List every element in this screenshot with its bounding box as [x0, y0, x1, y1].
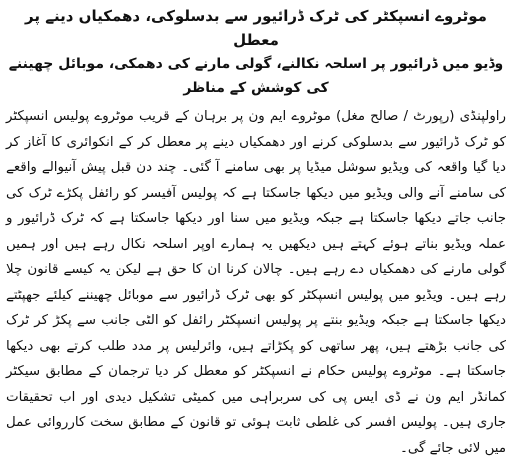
article-body: راولپنڈی (رپورٹ / صالح مغل) موٹروے ایم ون پر برہان کے قریب موٹروے پولیس انسپکٹر کو ٹرک ڈرائیور سے بدسلوکی کرنے اور دھمکیاں دینے پر معطل کر کے انکوائری کا آغاز کر دیا گیا واقعہ کی ویڈیو سوشل میڈیا پر بھی سامنے آ گئی۔ چند دن قبل پیش آنیوالے واقعے کی سامنے آنے والی ویڈیو میں دیکھا جاسکتا ہے کہ پولیس آفیسر کو رائفل پکڑے ٹرک کی جانب جاتے دیکھا جاسکتا ہے جبکہ ویڈیو میں سنا اور دیکھا جاسکتا ہے کہ ٹرک ڈرائیور و عملہ ویڈیو بناتے ہوئے کہتے ہیں دیکھیں یہ ہمارے اوپر اسلحہ نکال رہے ہیں اور ہمیں گولی مارنے کی دھمکیاں دے رہے ہیں۔ چالان کرنا ان کا حق ہے لیکن یہ کیسے قانون چلا رہے ہیں۔ ویڈیو میں پولیس انسپکٹر کو بھی ٹرک ڈرائیور سے موبائل چھیننے کیلئے جھپٹتے دیکھا جاسکتا ہے جبکہ ویڈیو بنتے پر پولیس انسپکٹر رائفل کو الٹی جانب سے پکڑ کر ٹرک کی جانب بڑھتے ہیں، پھر ساتھی کو پکڑاتے ہیں، وائرلیس پر مدد طلب کرتے بھی دیکھا جاسکتا ہے۔ موٹروے پولیس حکام نے انسپکٹر کو معطل کر دیا ترجمان کے مطابق سیکٹر کمانڈر ایم ون نے ڈی ایس پی کی سربراہی میں کمیٹی تشکیل دیدی اور اب تحقیقات جاری ہیں۔ پولیس افسر کی غلطی ثابت ہوئی تو قانون کے مطابق سخت کارروائی عمل میں لائی جائے گی۔ [6, 109, 506, 456]
headline: موٹروے انسپکٹر کی ٹرک ڈرائیور سے بدسلوکی، دھمکیاں دینے پر معطل [25, 7, 487, 49]
subheadline: وڈیو میں ڈرائیور پر اسلحہ نکالنے، گولی مارنے کی دھمکی، موبائل چھیننے کی کوشش کے مناظر [8, 56, 504, 96]
